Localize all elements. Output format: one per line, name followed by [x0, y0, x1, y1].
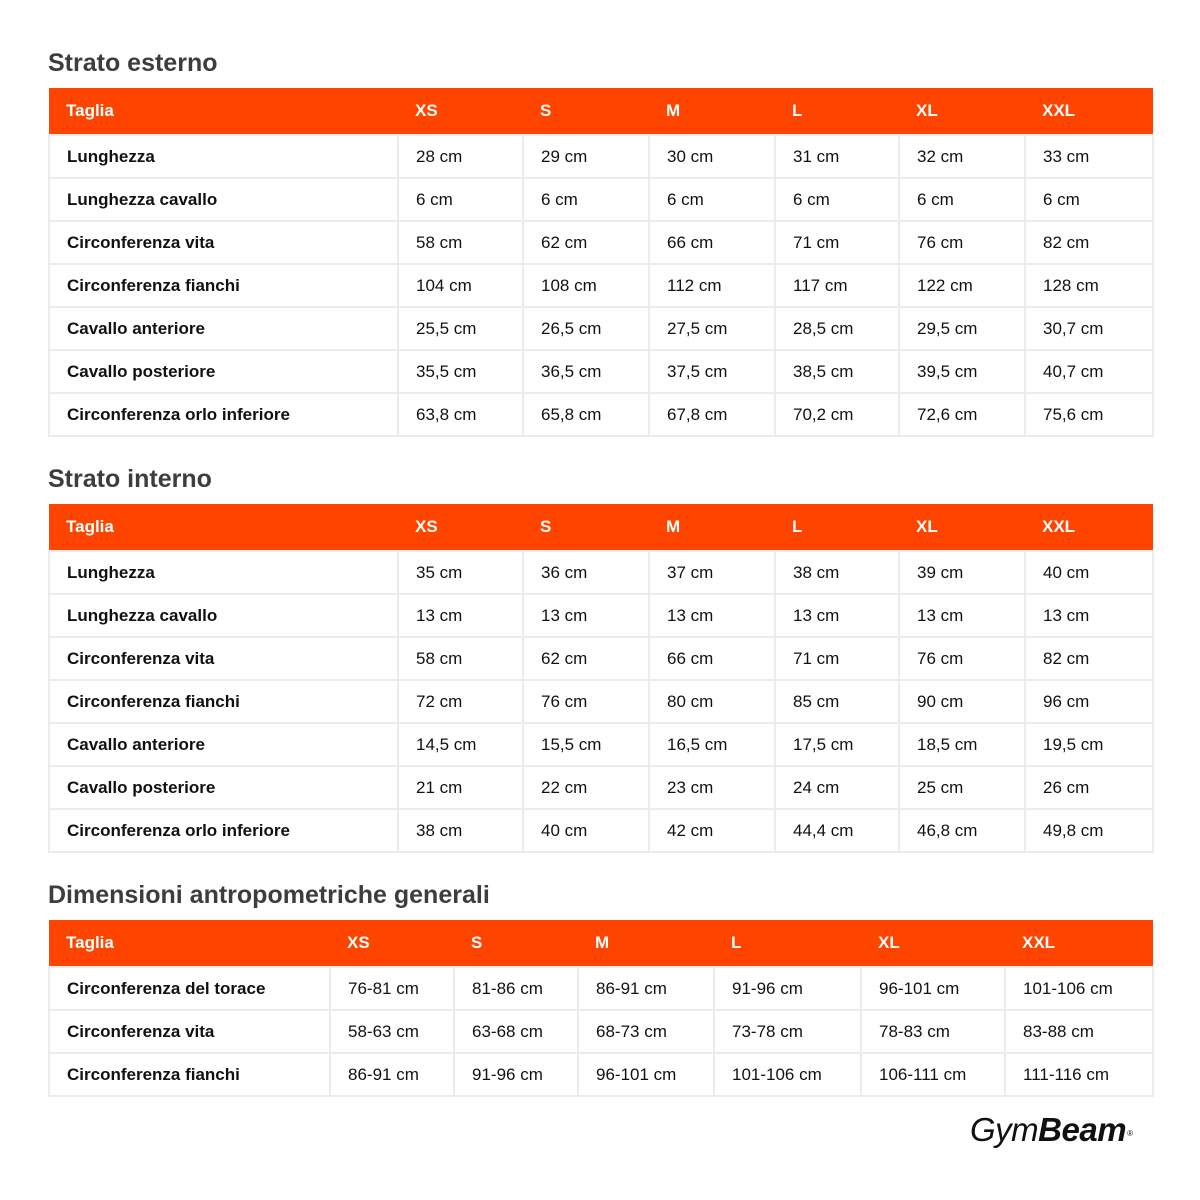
header-cell-size-label: Taglia — [49, 88, 398, 135]
measurement-cell: 46,8 cm — [899, 809, 1025, 852]
measurement-cell: 108 cm — [523, 264, 649, 307]
measurement-cell: 31 cm — [775, 135, 899, 178]
measurement-cell: 38 cm — [775, 551, 899, 594]
measurement-cell: 37 cm — [649, 551, 775, 594]
measurement-cell: 13 cm — [1025, 594, 1153, 637]
measurement-cell: 90 cm — [899, 680, 1025, 723]
measurement-cell: 33 cm — [1025, 135, 1153, 178]
measurement-cell: 49,8 cm — [1025, 809, 1153, 852]
row-label-cell: Circonferenza fianchi — [49, 1053, 330, 1096]
header-cell-size: L — [775, 504, 899, 551]
measurement-cell: 28,5 cm — [775, 307, 899, 350]
measurement-cell: 83-88 cm — [1005, 1010, 1153, 1053]
measurement-cell: 13 cm — [649, 594, 775, 637]
table-row — [49, 350, 1153, 393]
measurement-cell: 38,5 cm — [775, 350, 899, 393]
measurement-cell: 40 cm — [1025, 551, 1153, 594]
measurement-cell: 21 cm — [398, 766, 523, 809]
logo-text-gym: Gym — [970, 1111, 1039, 1148]
table-row — [49, 1053, 1153, 1096]
measurement-cell: 15,5 cm — [523, 723, 649, 766]
table-row — [49, 551, 1153, 594]
measurement-cell: 104 cm — [398, 264, 523, 307]
measurement-cell: 66 cm — [649, 637, 775, 680]
measurement-cell: 37,5 cm — [649, 350, 775, 393]
row-label-cell: Circonferenza orlo inferiore — [49, 393, 398, 436]
measurement-cell: 13 cm — [899, 594, 1025, 637]
measurement-cell: 76-81 cm — [330, 967, 454, 1010]
header-cell-size: XL — [861, 920, 1005, 967]
table-row — [49, 135, 1153, 178]
measurement-cell: 32 cm — [899, 135, 1025, 178]
header-cell-size: M — [649, 504, 775, 551]
measurement-cell: 96-101 cm — [578, 1053, 714, 1096]
measurement-cell: 73-78 cm — [714, 1010, 861, 1053]
measurement-cell: 18,5 cm — [899, 723, 1025, 766]
header-cell-size: M — [578, 920, 714, 967]
measurement-cell: 35,5 cm — [398, 350, 523, 393]
table-header-row — [49, 504, 1153, 551]
table-row — [49, 637, 1153, 680]
table-row — [49, 594, 1153, 637]
measurement-cell: 30 cm — [649, 135, 775, 178]
measurement-cell: 78-83 cm — [861, 1010, 1005, 1053]
logo-text-beam: Beam — [1038, 1111, 1127, 1148]
measurement-cell: 91-96 cm — [454, 1053, 578, 1096]
measurement-cell: 42 cm — [649, 809, 775, 852]
section-title-inner-layer: Strato interno — [48, 465, 212, 493]
measurement-cell: 106-111 cm — [861, 1053, 1005, 1096]
table-row — [49, 178, 1153, 221]
row-label-cell: Lunghezza cavallo — [49, 178, 398, 221]
header-cell-size: XS — [330, 920, 454, 967]
measurement-cell: 25,5 cm — [398, 307, 523, 350]
measurement-cell: 101-106 cm — [1005, 967, 1153, 1010]
header-cell-size: XXL — [1005, 920, 1153, 967]
measurement-cell: 14,5 cm — [398, 723, 523, 766]
measurement-cell: 76 cm — [899, 637, 1025, 680]
measurement-cell: 62 cm — [523, 637, 649, 680]
measurement-cell: 6 cm — [775, 178, 899, 221]
header-cell-size: L — [714, 920, 861, 967]
measurement-cell: 58 cm — [398, 221, 523, 264]
measurement-cell: 30,7 cm — [1025, 307, 1153, 350]
table-row — [49, 766, 1153, 809]
measurement-cell: 76 cm — [523, 680, 649, 723]
measurement-cell: 44,4 cm — [775, 809, 899, 852]
measurement-cell: 63,8 cm — [398, 393, 523, 436]
row-label-cell: Circonferenza del torace — [49, 967, 330, 1010]
table-row — [49, 393, 1153, 436]
measurement-cell: 16,5 cm — [649, 723, 775, 766]
section-title-outer-layer: Strato esterno — [48, 49, 218, 77]
size-table-general-measurements — [48, 920, 1154, 1097]
measurement-cell: 82 cm — [1025, 221, 1153, 264]
header-cell-size: XXL — [1025, 504, 1153, 551]
table-row — [49, 967, 1153, 1010]
measurement-cell: 29 cm — [523, 135, 649, 178]
header-cell-size: XL — [899, 88, 1025, 135]
size-table-inner-layer — [48, 504, 1154, 853]
measurement-cell: 86-91 cm — [578, 967, 714, 1010]
table-row — [49, 307, 1153, 350]
header-cell-size: L — [775, 88, 899, 135]
measurement-cell: 35 cm — [398, 551, 523, 594]
measurement-cell: 117 cm — [775, 264, 899, 307]
header-cell-size-label: Taglia — [49, 504, 398, 551]
row-label-cell: Circonferenza vita — [49, 1010, 330, 1053]
header-cell-size: XS — [398, 504, 523, 551]
measurement-cell: 38 cm — [398, 809, 523, 852]
measurement-cell: 111-116 cm — [1005, 1053, 1153, 1096]
measurement-cell: 112 cm — [649, 264, 775, 307]
measurement-cell: 6 cm — [899, 178, 1025, 221]
measurement-cell: 24 cm — [775, 766, 899, 809]
gymbeam-logo — [970, 1110, 1132, 1150]
table-row — [49, 809, 1153, 852]
measurement-cell: 71 cm — [775, 221, 899, 264]
measurement-cell: 82 cm — [1025, 637, 1153, 680]
measurement-cell: 91-96 cm — [714, 967, 861, 1010]
measurement-cell: 80 cm — [649, 680, 775, 723]
measurement-cell: 62 cm — [523, 221, 649, 264]
row-label-cell: Cavallo posteriore — [49, 350, 398, 393]
registered-mark: ® — [1127, 1129, 1133, 1138]
table-row — [49, 221, 1153, 264]
row-label-cell: Cavallo posteriore — [49, 766, 398, 809]
header-cell-size: S — [523, 504, 649, 551]
measurement-cell: 6 cm — [649, 178, 775, 221]
measurement-cell: 72,6 cm — [899, 393, 1025, 436]
row-label-cell: Circonferenza fianchi — [49, 680, 398, 723]
measurement-cell: 6 cm — [398, 178, 523, 221]
header-cell-size: S — [523, 88, 649, 135]
measurement-cell: 40,7 cm — [1025, 350, 1153, 393]
measurement-cell: 101-106 cm — [714, 1053, 861, 1096]
measurement-cell: 40 cm — [523, 809, 649, 852]
measurement-cell: 72 cm — [398, 680, 523, 723]
header-cell-size: M — [649, 88, 775, 135]
measurement-cell: 29,5 cm — [899, 307, 1025, 350]
header-cell-size: XXL — [1025, 88, 1153, 135]
measurement-cell: 39,5 cm — [899, 350, 1025, 393]
measurement-cell: 26,5 cm — [523, 307, 649, 350]
measurement-cell: 96 cm — [1025, 680, 1153, 723]
size-table-outer-layer — [48, 88, 1154, 437]
measurement-cell: 6 cm — [523, 178, 649, 221]
measurement-cell: 68-73 cm — [578, 1010, 714, 1053]
measurement-cell: 67,8 cm — [649, 393, 775, 436]
row-label-cell: Circonferenza vita — [49, 637, 398, 680]
row-label-cell: Circonferenza fianchi — [49, 264, 398, 307]
header-cell-size: XS — [398, 88, 523, 135]
measurement-cell: 26 cm — [1025, 766, 1153, 809]
measurement-cell: 63-68 cm — [454, 1010, 578, 1053]
measurement-cell: 25 cm — [899, 766, 1025, 809]
measurement-cell: 17,5 cm — [775, 723, 899, 766]
measurement-cell: 65,8 cm — [523, 393, 649, 436]
measurement-cell: 96-101 cm — [861, 967, 1005, 1010]
measurement-cell: 66 cm — [649, 221, 775, 264]
table-row — [49, 264, 1153, 307]
section-title-general-measurements: Dimensioni antropometriche generali — [48, 881, 490, 909]
measurement-cell: 19,5 cm — [1025, 723, 1153, 766]
measurement-cell: 13 cm — [398, 594, 523, 637]
measurement-cell: 70,2 cm — [775, 393, 899, 436]
measurement-cell: 81-86 cm — [454, 967, 578, 1010]
measurement-cell: 23 cm — [649, 766, 775, 809]
measurement-cell: 13 cm — [775, 594, 899, 637]
row-label-cell: Cavallo anteriore — [49, 723, 398, 766]
row-label-cell: Cavallo anteriore — [49, 307, 398, 350]
measurement-cell: 22 cm — [523, 766, 649, 809]
measurement-cell: 75,6 cm — [1025, 393, 1153, 436]
header-cell-size-label: Taglia — [49, 920, 330, 967]
measurement-cell: 128 cm — [1025, 264, 1153, 307]
row-label-cell: Lunghezza cavallo — [49, 594, 398, 637]
measurement-cell: 36,5 cm — [523, 350, 649, 393]
measurement-cell: 85 cm — [775, 680, 899, 723]
measurement-cell: 58 cm — [398, 637, 523, 680]
table-header-row — [49, 88, 1153, 135]
table-row — [49, 1010, 1153, 1053]
row-label-cell: Lunghezza — [49, 135, 398, 178]
measurement-cell: 27,5 cm — [649, 307, 775, 350]
measurement-cell: 36 cm — [523, 551, 649, 594]
row-label-cell: Circonferenza orlo inferiore — [49, 809, 398, 852]
row-label-cell: Lunghezza — [49, 551, 398, 594]
table-row — [49, 680, 1153, 723]
measurement-cell: 76 cm — [899, 221, 1025, 264]
measurement-cell: 122 cm — [899, 264, 1025, 307]
measurement-cell: 13 cm — [523, 594, 649, 637]
measurement-cell: 71 cm — [775, 637, 899, 680]
header-cell-size: S — [454, 920, 578, 967]
table-row — [49, 723, 1153, 766]
table-header-row — [49, 920, 1153, 967]
measurement-cell: 86-91 cm — [330, 1053, 454, 1096]
measurement-cell: 28 cm — [398, 135, 523, 178]
row-label-cell: Circonferenza vita — [49, 221, 398, 264]
header-cell-size: XL — [899, 504, 1025, 551]
measurement-cell: 6 cm — [1025, 178, 1153, 221]
measurement-cell: 58-63 cm — [330, 1010, 454, 1053]
measurement-cell: 39 cm — [899, 551, 1025, 594]
